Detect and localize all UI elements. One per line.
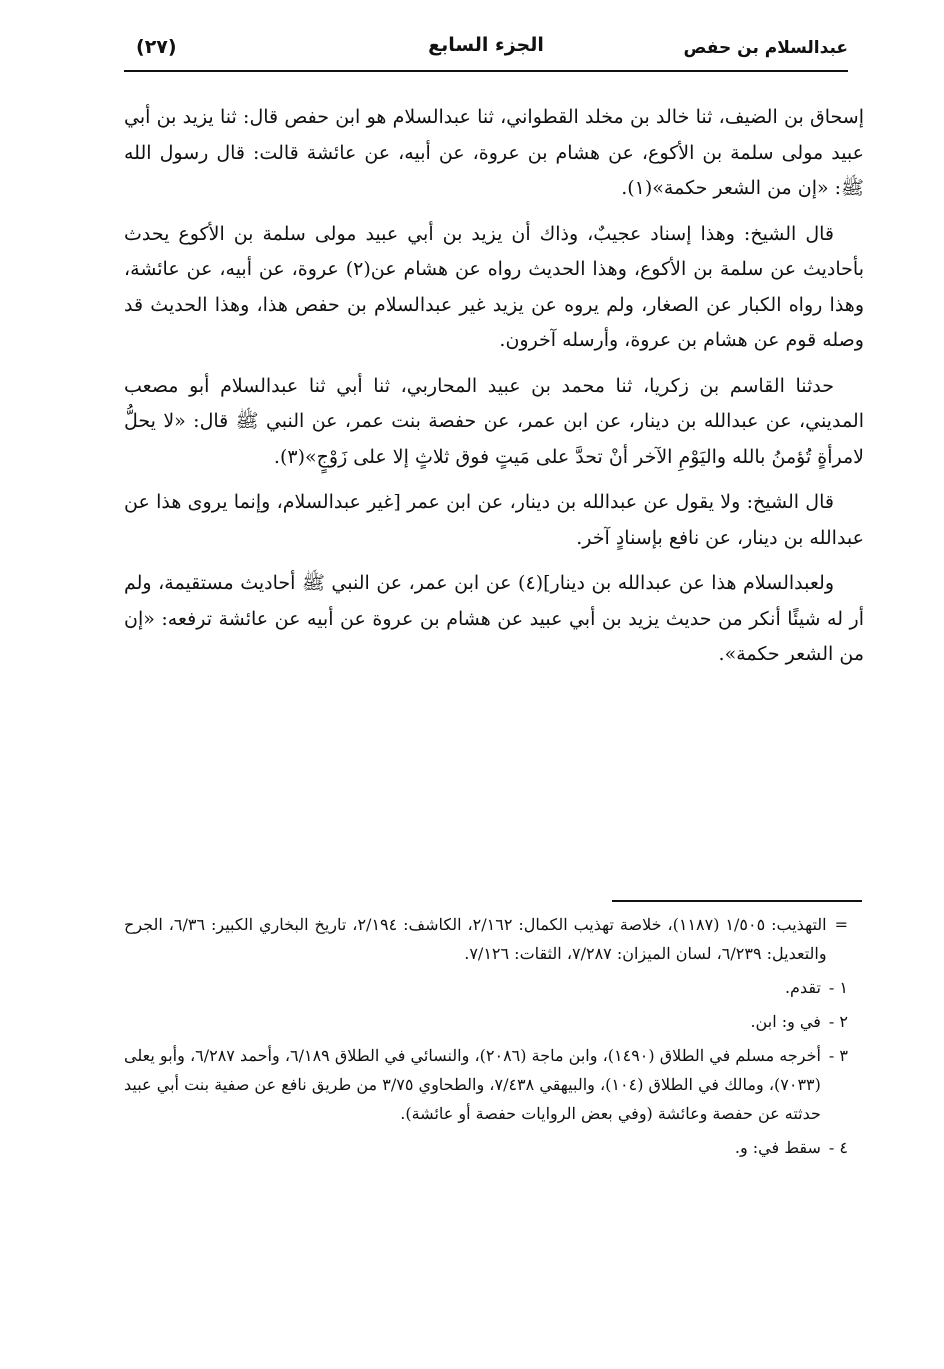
footnote — [124, 910, 848, 968]
footnote — [124, 1041, 848, 1128]
paragraph: قال الشيخ: ولا يقول عن عبدالله بن دينار، عن ابن عمر [غير عبدالسلام، وإنما يروى هذا عن عبدالله بن دينار، عن نافع بإسنادٍ آخر. — [124, 491, 864, 549]
main-text — [124, 100, 864, 683]
footnote — [124, 1133, 848, 1162]
volume-title: الجزء السابع — [428, 34, 544, 56]
footnote — [124, 1007, 848, 1036]
footnote-number: ١ - — [828, 978, 848, 997]
footnote-text: تقدم. — [784, 978, 821, 997]
footnote-text: في و: ابن. — [750, 1012, 821, 1031]
footnote-text: أخرجه مسلم في الطلاق (١٤٩٠)، وابن ماجة (٢٠٨٦)، والنسائي في الطلاق ٦/١٨٩، وأحمد ٦/٢٨٧، وأبو يعلى (٧٠٣٣)، ومالك في الطلاق (١٠٤)، والبيهقي ٧/٤٣٨، والطحاوي ٣/٧٥ من طريق نافع عن صفية بنت أبي عبيد حدثته عن حفصة وعائشة (وفي بعض الروايات حفصة أو عائشة). — [124, 1046, 821, 1123]
footnote-separator — [612, 900, 862, 902]
paragraph: حدثنا القاسم بن زكريا، ثنا محمد بن عبيد المحاربي، ثنا أبي ثنا عبدالسلام أبو مصعب المديني، عن عبدالله بن دينار، عن ابن عمر، عن حفصة بنت عمر، عن النبي ﷺ قال: «لا يحلُّ لامرأةٍ تُؤمنُ بالله واليَوْمِ الآخر أنْ تحدَّ على مَيتٍ فوق ثلاثٍ إلا على زَوْجٍ»(٣). — [124, 374, 864, 468]
footnote-number: = — [834, 915, 848, 934]
paragraph: قال الشيخ: وهذا إسناد عجيبٌ، وذاك أن يزيد بن أبي عبيد مولى سلمة بن الأكوع يحدث بأحاديث عن سلمة بن الأكوع، وهذا الحديث رواه عن هشام عن(٢) عروة، عن أبيه، عن عائشة، وهذا رواه الكبار عن الصغار، ولم يروه عن يزيد غير عبدالسلام بن حفص هذا، وهذا الحديث قد وصله قوم عن هشام بن عروة، وأرسله آخرون. — [124, 222, 864, 351]
page-number: (٢٧) — [136, 36, 177, 58]
footnote-number: ٣ - — [828, 1046, 848, 1065]
running-title: عبدالسلام بن حفص — [683, 38, 848, 58]
paragraph: إسحاق بن الضيف، ثنا خالد بن مخلد القطواني، ثنا عبدالسلام هو ابن حفص قال: ثنا يزيد بن أبي عبيد مولى سلمة بن الأكوع، عن هشام بن عروة، عن أبيه، عن عائشة قالت: قال رسول الله ﷺ: «إن من الشعر حكمة»(١). — [124, 106, 864, 199]
footnote-text: سقط في: و. — [734, 1138, 821, 1157]
footnotes — [124, 910, 848, 1167]
footnote-number: ٢ - — [828, 1012, 848, 1031]
footnote-text: التهذيب: ١/٥٠٥ (١١٨٧)، خلاصة تهذيب الكمال: ٢/١٦٢، الكاشف: ٢/١٩٤، تاريخ البخاري الكبير: ٦/٣٦، الجرح والتعديل: ٦/٢٣٩، لسان الميزان: ٧/٢٨٧، الثقات: ٧/١٢٦. — [124, 915, 827, 963]
paragraph: ولعبدالسلام هذا عن عبدالله بن دينار](٤) عن ابن عمر، عن النبي ﷺ أحاديث مستقيمة، ولم أر له شيئًا أنكر من حديث يزيد بن أبي عبيد عن هشام بن عروة عن أبيه عن عائشة ترفعه: «إن من الشعر حكمة». — [124, 572, 864, 665]
footnote — [124, 973, 848, 1002]
page-header — [124, 30, 848, 72]
footnote-number: ٤ - — [828, 1138, 848, 1157]
